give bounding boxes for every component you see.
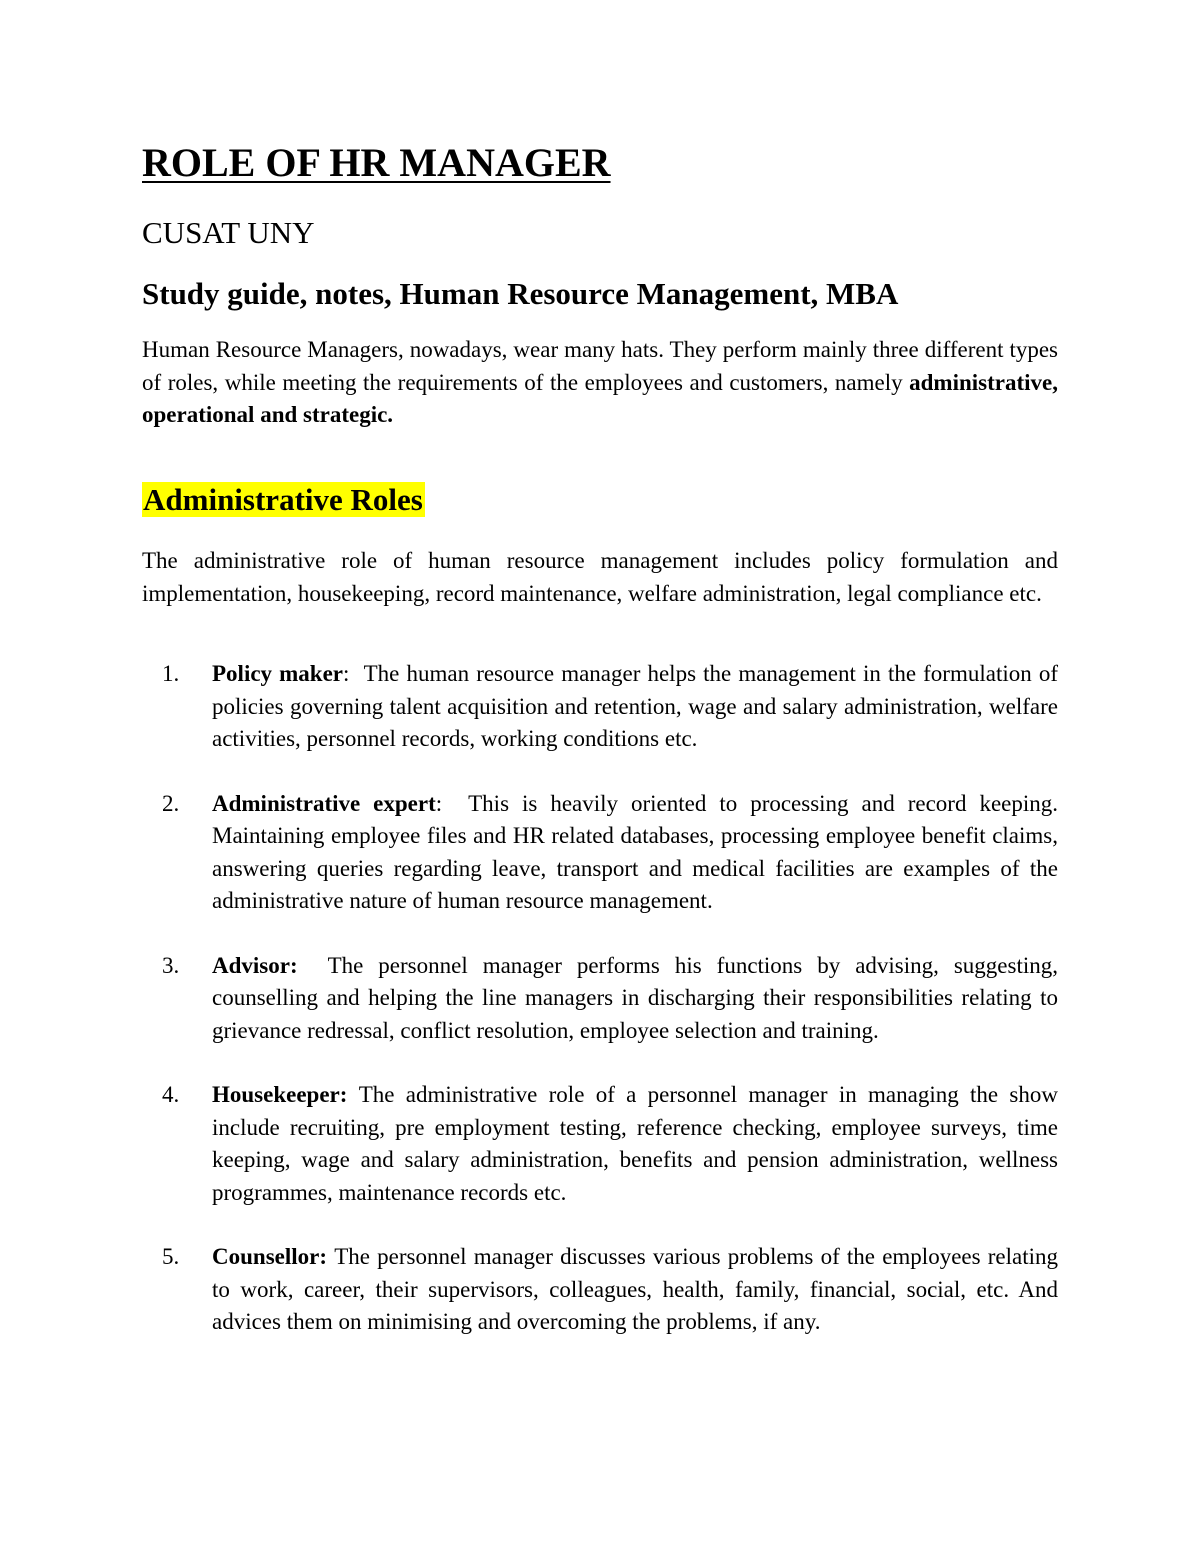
role-number: 4. xyxy=(162,1082,180,1107)
section-heading-text: Administrative Roles xyxy=(143,482,423,517)
intro-text: Human Resource Managers, nowadays, wear many hats. They perform mainly three different types of roles, while meeting the requirements of the employees and customers, namely xyxy=(142,337,1058,395)
roles-list xyxy=(142,658,1058,1371)
role-description: The personnel manager performs his functions by advising, suggesting, counselling and helping the line managers in discharging their responsibilities relating to grievance redressal, conflict resolution, employee selection and training. xyxy=(212,952,1058,1043)
institution-name: CUSAT UNY xyxy=(142,215,315,250)
role-number: 2. xyxy=(162,790,180,816)
course-description: Study guide, notes, Human Resource Management, MBA xyxy=(142,276,899,311)
role-item-administrative-expert xyxy=(142,788,1058,918)
role-item-advisor xyxy=(142,950,1058,1048)
role-term: Counsellor: xyxy=(212,1244,327,1269)
intro-emphasis: administrative, operational and strategic. xyxy=(142,369,1058,427)
role-term: Policy maker xyxy=(212,661,344,686)
role-item-policy-maker xyxy=(142,658,1058,756)
role-description: The personnel manager discusses various problems of the employees relating to work, career, their supervisors, colleagues, health, family, financial, social, etc. And advices them on minimising and overcoming the problems, if any. xyxy=(212,1244,1058,1334)
role-description: The human resource manager helps the management in the formulation of policies governing talent acquisition and retention, wage and salary administration, welfare activities, personnel records, working conditions etc. xyxy=(212,661,1058,751)
role-term: Administrative expert xyxy=(212,790,436,816)
section-intro-paragraph: The administrative role of human resource management includes policy formulation and implementation, housekeeping, record maintenance, welfare administration, legal compliance etc. xyxy=(142,548,1058,606)
role-item-counsellor xyxy=(142,1241,1058,1339)
role-description: The administrative role of a personnel manager in managing the show include recruiting, pre employment testing, reference checking, employee surveys, time keeping, wage and salary administration, benefits and pension administration, wellness programmes, maintenance records etc. xyxy=(212,1082,1058,1205)
document-title: ROLE OF HR MANAGER xyxy=(142,140,611,185)
role-item-housekeeper xyxy=(142,1079,1058,1209)
role-term: Housekeeper: xyxy=(212,1082,348,1107)
intro-paragraph xyxy=(142,334,1058,432)
role-term: Advisor: xyxy=(212,952,298,978)
role-number: 1. xyxy=(162,661,180,686)
role-description: This is heavily oriented to processing and record keeping. Maintaining employee files and HR related databases, processing employee benefit claims, answering queries regarding leave, transport and medical facilities are examples of the administrative nature of human resource management. xyxy=(212,790,1058,913)
role-separator: : xyxy=(343,661,350,686)
section-heading xyxy=(142,482,425,518)
role-number: 5. xyxy=(162,1244,180,1269)
role-number: 3. xyxy=(162,952,180,978)
role-separator: : xyxy=(435,790,443,816)
